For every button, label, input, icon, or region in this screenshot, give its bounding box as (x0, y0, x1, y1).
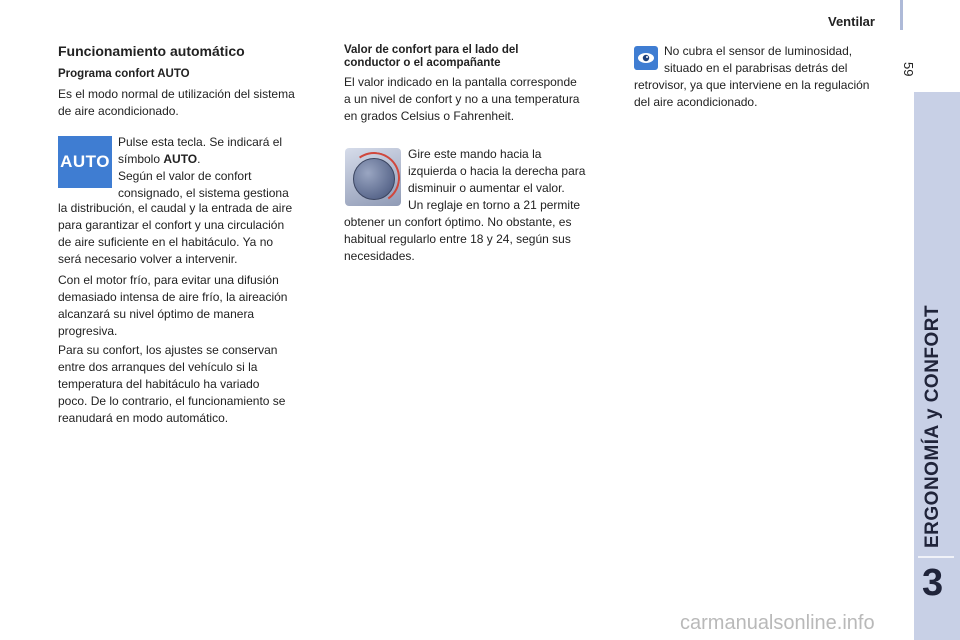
page-number: 59 (901, 62, 916, 77)
header-divider (900, 0, 903, 30)
knob-instruction-top: Gire este mando hacia la izquierda o hacia la derecha para disminuir o aumentar el valor. Un reglaje en torno a 21 permite (408, 147, 586, 212)
chapter-label: ERGONOMÍA y CONFORT (922, 304, 943, 548)
auto-button-icon: AUTO (58, 136, 112, 188)
watermark: carmanualsonline.info (680, 612, 875, 634)
comfort-value-paragraph: El valor indicado en la pantalla corresponde a un nivel de confort y no a una temperatura en grados Celsius o Fahrenheit. (344, 75, 580, 123)
sensor-note-top: No cubra el sensor de luminosidad, situado en el parabrisas detrás del (664, 44, 853, 75)
heading-automatic-mode: Funcionamiento automático (58, 43, 245, 59)
settings-memory-paragraph: Para su confort, los ajustes se conservan entre dos arranques del vehículo si la temperatura del habitáculo ha variado poco. De lo contrario, el funcionamiento se reanudará en modo automático. (58, 343, 286, 425)
eye-icon (634, 46, 658, 70)
chapter-divider (918, 556, 954, 558)
subheading-auto-program: Programa confort AUTO (58, 68, 190, 80)
intro-paragraph: Es el modo normal de utilización del sistema de aire acondicionado. (58, 87, 295, 118)
auto-description-top: Según el valor de confort consignado, el sistema gestiona (118, 169, 289, 200)
section-title: Ventilar (828, 14, 875, 29)
cold-engine-paragraph: Con el motor frío, para evitar una difusión demasiado intensa de aire frío, la aireación alcanzará su nivel óptimo de manera progresiva. (58, 273, 288, 338)
press-instruction: Pulse esta tecla. Se indicará el símbolo AUTO. (118, 135, 283, 166)
sensor-note-bottom: retrovisor, ya que interviene en la regulación del aire acondicionado. (634, 78, 870, 109)
chapter-number: 3 (922, 562, 944, 604)
temperature-knob-icon (345, 148, 401, 206)
auto-description-bottom: la distribución, el caudal y la entrada de aire para garantizar el confort y una circulación de aire suficiente en el habitáculo. Ya no será necesario volver a intervenir. (58, 201, 293, 266)
heading-comfort-value: Valor de confort para el lado del conductor o el acompañante (344, 44, 519, 69)
knob-instruction-bottom: obtener un confort óptimo. No obstante, es habitual regularlo entre 18 y 24, según sus necesidades. (344, 215, 572, 263)
